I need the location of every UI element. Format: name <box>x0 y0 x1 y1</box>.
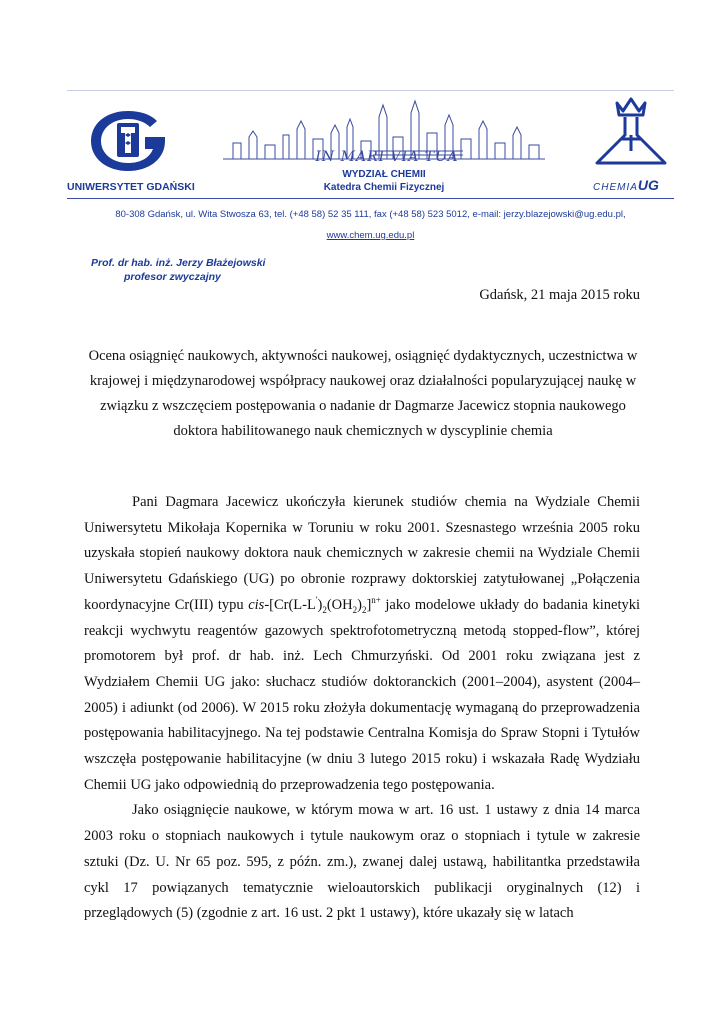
contact-address: 80-308 Gdańsk, ul. Wita Stwosza 63, tel. (+48 58) 52 35 111, fax (+48 58) 523 5012, e-mail: jerzy.blazejowski@ug.edu.pl, <box>115 209 626 220</box>
formula-charge: n+ <box>371 594 381 605</box>
formula-cis: cis <box>248 596 265 613</box>
formula-part-e: ] <box>366 596 372 613</box>
document-title: Ocena osiągnięć naukowych, aktywności naukowej, osiągnięć dydaktycznych, uczestnictwa w krajowej i międzynarodowej współpracy naukowej oraz działalności popularyzującej naukę w związku z wszczęciem postępowania o nadanie dr Dagmarze Jacewicz stopnia naukowego doktora habilitowanego nauk chemicznych w dyscyplinie chemia <box>88 348 638 439</box>
signatory-position: profesor zwyczajny <box>124 271 221 283</box>
website-link[interactable]: www.chem.ug.edu.pl <box>326 230 415 241</box>
paragraph-1 <box>84 490 640 798</box>
chemia-label: CHEMIA <box>593 182 638 193</box>
formula-part-d: ) <box>357 596 362 613</box>
university-motto: IN MARI VIA TUA <box>315 149 459 165</box>
letterhead <box>67 90 674 199</box>
formula-part-b: ) <box>317 596 323 613</box>
document-date: Gdańsk, 21 maja 2015 roku <box>479 287 640 303</box>
university-name: UNIWERSYTET GDAŃSKI <box>67 181 195 193</box>
formula-subscript-3: 2 <box>361 604 367 615</box>
signatory-name: Prof. dr hab. inż. Jerzy Błażejowski <box>91 257 266 269</box>
university-gdansk-logo-icon <box>87 109 169 173</box>
formula-part-a: -[Cr(L-L <box>264 596 316 613</box>
formula-prime: ' <box>315 594 318 605</box>
paragraph-1-start: Pani Dagmara Jacewicz ukończyła kierunek studiów chemia na Wydziale Chemii Uniwersytetu Mikołaja Kopernika w Toruniu w roku 2001. Szesnastego września 2005 roku uzyskała stopień naukowy doktora nauk chemicznych w zakresie chemii na Wydziale Chemii Uniwersytetu Gdańskiego (UG) po obronie rozprawy doktorskiej zatytułowanej „Połączenia koordynacyjne Cr(III) typu <box>84 494 640 613</box>
chemical-formula <box>248 594 381 615</box>
formula-subscript-2: 2 <box>352 604 358 615</box>
chemia-ug-logo-icon <box>587 95 675 167</box>
chemia-ug-wordmark <box>593 177 683 193</box>
formula-subscript-1: 2 <box>322 604 327 615</box>
header-divider <box>67 198 674 199</box>
document-body <box>84 490 640 927</box>
ug-label: UG <box>637 177 659 193</box>
faculty-name: WYDZIAŁ CHEMII <box>342 169 426 180</box>
paragraph-2: Jako osiągnięcie naukowe, w którym mowa w art. 16 ust. 1 ustawy z dnia 14 marca 2003 roku o stopniach naukowych i tytule naukowym oraz o stopniach i tytule w zakresie sztuki (Dz. U. Nr 65 poz. 595, z późn. zm.), zwanej dalej ustawą, habilitantka przedstawiła cykl 17 powiązanych tematycznie wieloautorskich publikacji oryginalnych (12) i przeglądowych (5) (zgodnie z art. 16 ust. 2 pkt 1 ustawy), które ukazały się w latach <box>84 802 640 922</box>
paragraph-1-end: jako modelowe układy do badania kinetyki reakcji wychwytu reagentów gazowych spektrofotometryczną metodą stopped-flow”, której promotorem był prof. dr hab. inż. Lech Chmurzyński. Od 2001 roku związana jest z Wydziałem Chemii UG jako: słuchacz studiów doktoranckich (2001–2004), asystent (2004–2005) i adiunkt (od 2006). W 2015 roku złożyła dokumentację wymaganą do przeprowadzenia postępowania habilitacyjnego. Na tej podstawie Centralna Komisja do Spraw Stopni i Tytułów wszczęła postępowanie habilitacyjne (w dniu 3 lutego 2015 roku) i wskazała Radę Wydziału Chemii UG jako odpowiednią do przeprowadzenia tego postępowania. <box>84 596 641 793</box>
formula-part-c: (OH <box>326 596 353 613</box>
department-name: Katedra Chemii Fizycznej <box>323 182 445 193</box>
